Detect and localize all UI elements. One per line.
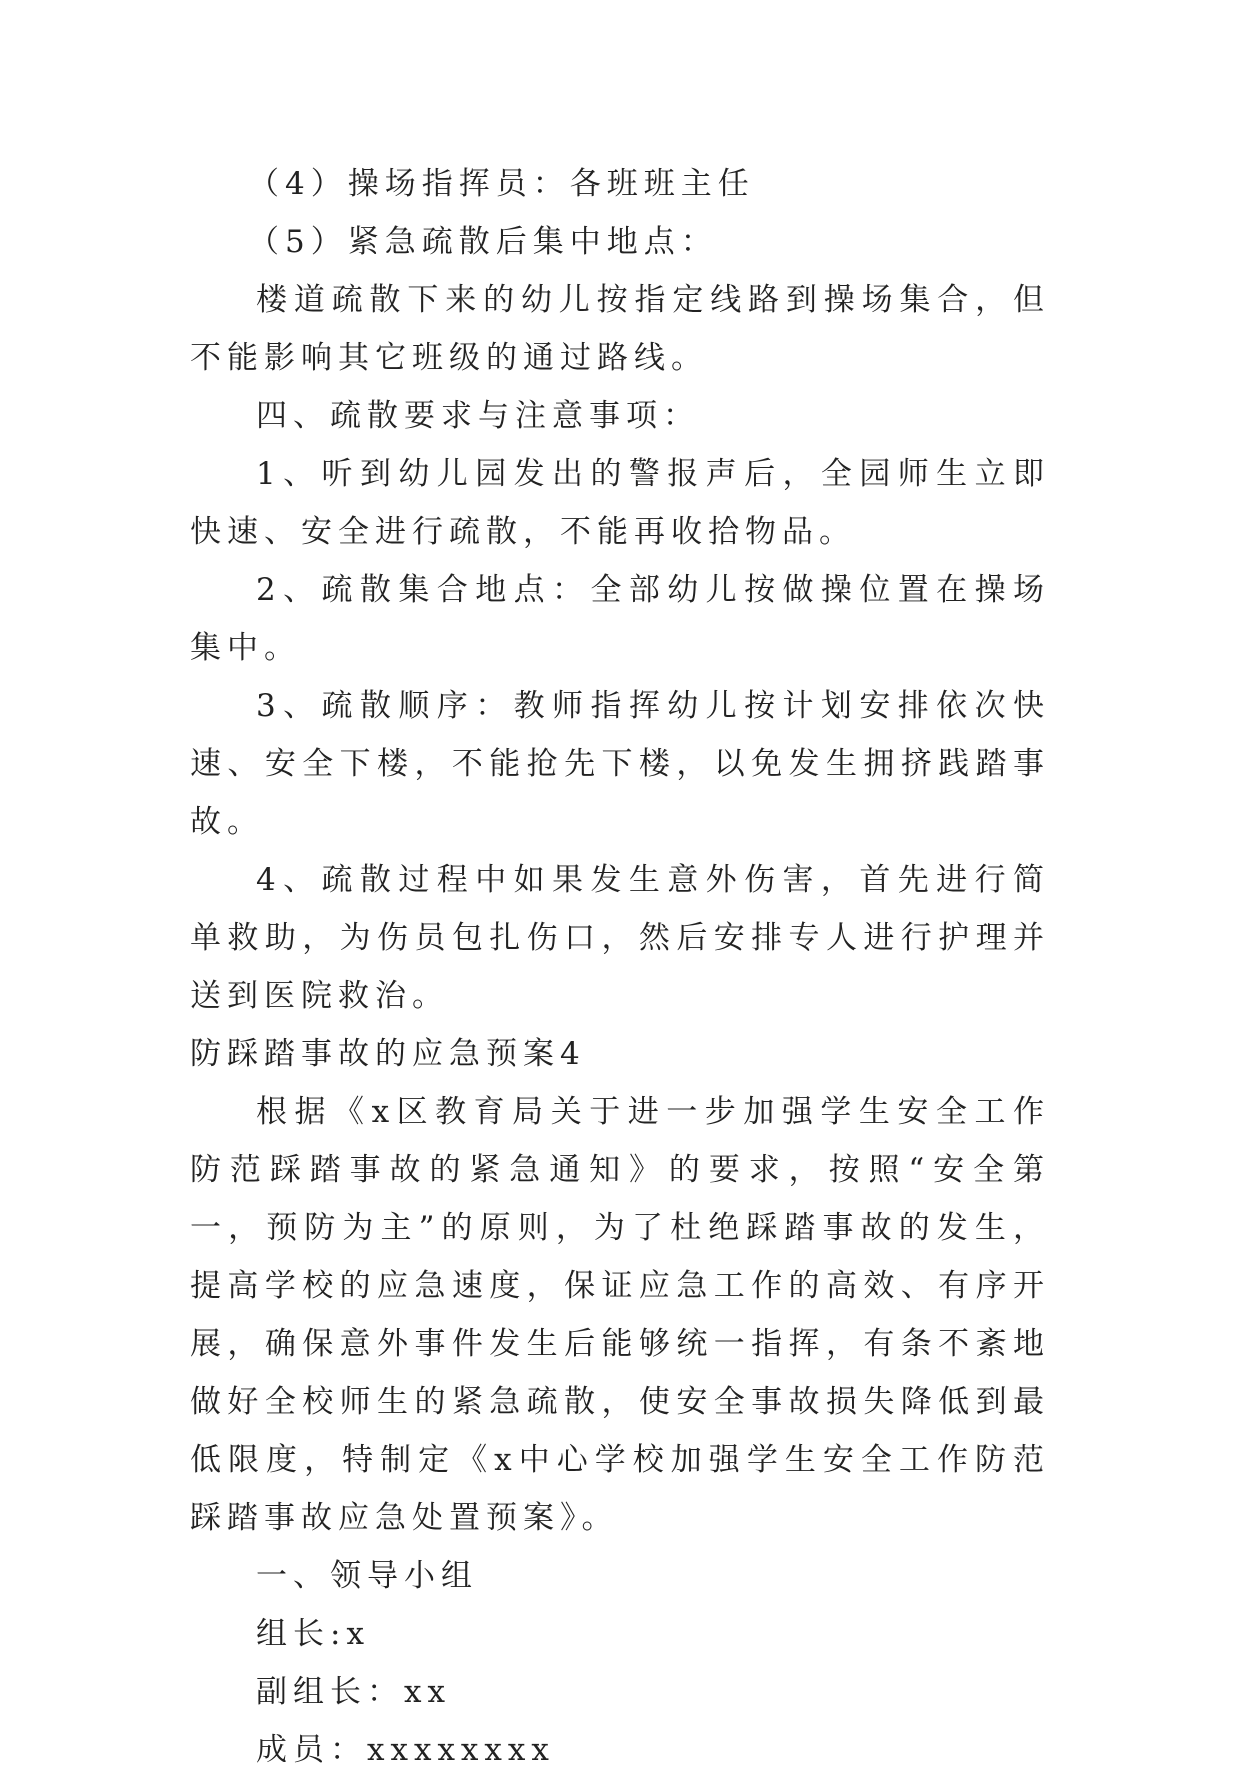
paragraph-assembly-point-heading: （5）紧急疏散后集中地点： (248, 224, 718, 260)
paragraph-assembly-route: 楼道疏散下来的幼儿按指定线路到操场集合，但不能影响其它班级的通过路线。 (190, 282, 1050, 376)
section-heading-evacuation-requirements: 四、疏散要求与注意事项： (256, 398, 700, 434)
paragraph-playground-commander: （4）操场指挥员：各班班主任 (248, 166, 755, 202)
paragraph-members: 成员：xxxxxxxx (256, 1732, 555, 1768)
paragraph-requirement-3: 3、疏散顺序：教师指挥幼儿按计划安排依次快速、安全下楼，不能抢先下楼，以免发生拥挤践踏事故。 (190, 688, 1050, 840)
paragraph-requirement-2: 2、疏散集合地点：全部幼儿按做操位置在操场集中。 (190, 572, 1050, 666)
paragraph-deputy-leader: 副组长：xx (256, 1674, 451, 1710)
paragraph-requirement-1: 1、听到幼儿园发出的警报声后，全园师生立即快速、安全进行疏散，不能再收拾物品。 (190, 456, 1050, 550)
document-section-title: 防踩踏事故的应急预案4 (190, 1036, 586, 1072)
section-heading-leadership-group: 一、领导小组 (256, 1558, 478, 1594)
document-body (190, 155, 1050, 1779)
paragraph-requirement-4: 4、疏散过程中如果发生意外伤害，首先进行简单救助，为伤员包扎伤口，然后安排专人进行护理并送到医院救治。 (190, 862, 1050, 1014)
paragraph-intro: 根据《x区教育局关于进一步加强学生安全工作防范踩踏事故的紧急通知》的要求，按照“安全第一，预防为主”的原则，为了杜绝踩踏事故的发生，提高学校的应急速度，保证应急工作的高效、有序开展，确保意外事件发生后能够统一指挥，有条不紊地做好全校师生的紧急疏散，使安全事故损失降低到最低限度，特制定《x中心学校加强学生安全工作防范踩踏事故应急处置预案》。 (190, 1094, 1050, 1536)
paragraph-group-leader: 组长:x (256, 1616, 370, 1652)
